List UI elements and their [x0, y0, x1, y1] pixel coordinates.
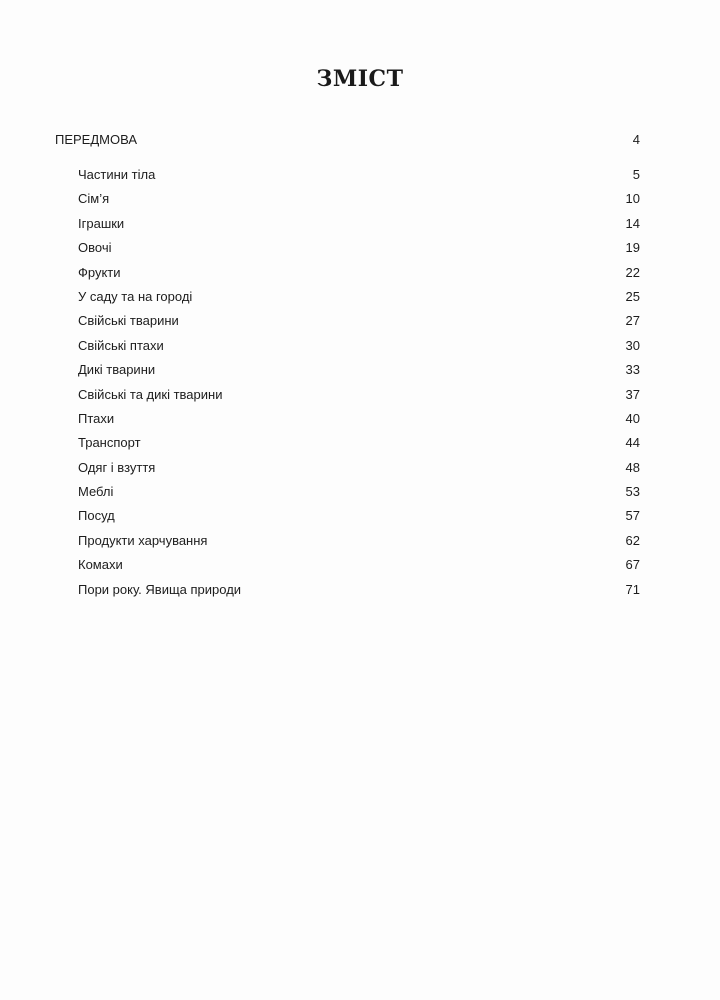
- toc-entry[interactable]: [0, 190, 720, 214]
- toc-entry-label: ПЕРЕДМОВА: [55, 132, 138, 147]
- table-of-contents: [0, 131, 720, 605]
- toc-entry-label: Комахи: [78, 557, 123, 573]
- toc-entry[interactable]: [0, 556, 720, 580]
- toc-entry-label: Свійські птахи: [78, 337, 164, 353]
- toc-entry-page: 19: [625, 240, 640, 256]
- page-title: ЗМІСТ: [316, 66, 404, 92]
- toc-entry-page: 67: [625, 557, 640, 573]
- toc-entry-page: 22: [625, 264, 640, 280]
- toc-entry-page: 25: [625, 288, 640, 304]
- toc-entry-preface[interactable]: [0, 131, 720, 166]
- toc-entry[interactable]: [0, 337, 720, 361]
- toc-entry-page: 14: [625, 215, 640, 231]
- toc-entry[interactable]: [0, 288, 720, 312]
- toc-entry-label: Пори року. Явища природи: [78, 581, 242, 597]
- toc-entry-label: Меблі: [78, 484, 114, 500]
- toc-entry-label: Фрукти: [78, 264, 121, 280]
- toc-entry-label: Свійські та дикі тварини: [78, 386, 223, 402]
- toc-entry[interactable]: [0, 312, 720, 336]
- toc-entry-page: 4: [632, 132, 640, 147]
- toc-entry-label: Овочі: [78, 240, 112, 256]
- toc-entry-label: Продукти харчування: [78, 532, 208, 548]
- toc-entry[interactable]: [0, 483, 720, 507]
- toc-entry-label: Частини тіла: [78, 167, 156, 182]
- toc-entry-page: 48: [625, 459, 640, 475]
- toc-entry-page: 27: [625, 313, 640, 329]
- toc-entry-page: 37: [625, 386, 640, 402]
- toc-entry-label: Посуд: [78, 508, 115, 524]
- toc-entry-page: 30: [625, 337, 640, 353]
- toc-entry[interactable]: [0, 459, 720, 483]
- toc-entry-page: 44: [625, 435, 640, 451]
- toc-entry-label: Сім’я: [78, 191, 110, 207]
- toc-entry-page: 10: [625, 191, 640, 207]
- toc-entry-label: У саду та на городі: [78, 288, 193, 304]
- toc-entry[interactable]: [0, 410, 720, 434]
- toc-entry[interactable]: [0, 386, 720, 410]
- toc-entry-page: 33: [625, 362, 640, 378]
- toc-entry[interactable]: [0, 264, 720, 288]
- toc-entry-page: 40: [625, 410, 640, 426]
- toc-entry-label: Транспорт: [78, 435, 141, 451]
- toc-entry-label: Одяг і взуття: [78, 459, 156, 475]
- toc-entry-label: Дикі тварини: [78, 362, 156, 378]
- toc-entry[interactable]: [0, 166, 720, 190]
- toc-entry[interactable]: [0, 434, 720, 458]
- toc-entry-page: 53: [625, 484, 640, 500]
- toc-entry[interactable]: [0, 581, 720, 605]
- toc-entry[interactable]: [0, 361, 720, 385]
- toc-entry-label: Свійські тварини: [78, 313, 179, 329]
- toc-entry-label: Птахи: [78, 410, 115, 426]
- toc-entry-page: 57: [625, 508, 640, 524]
- toc-entry[interactable]: [0, 507, 720, 531]
- toc-entry-label: Іграшки: [78, 215, 125, 231]
- toc-entry-page: 71: [625, 581, 640, 597]
- toc-entry[interactable]: [0, 532, 720, 556]
- toc-entry[interactable]: [0, 239, 720, 263]
- toc-entry-page: 62: [625, 532, 640, 548]
- toc-entry[interactable]: [0, 215, 720, 239]
- toc-entry-page: 5: [632, 167, 640, 182]
